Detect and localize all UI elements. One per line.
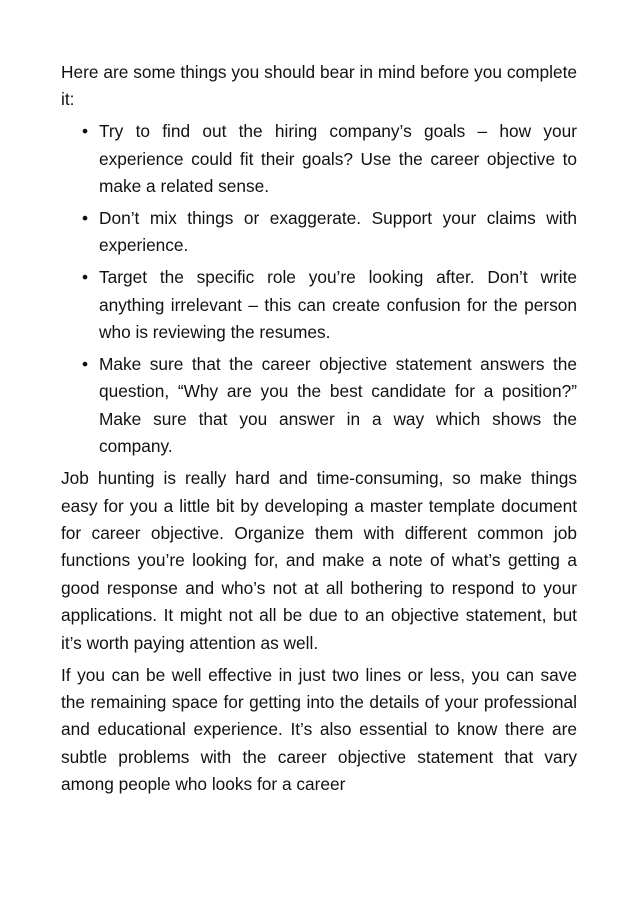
list-item — [61, 264, 577, 346]
list-item-text: Don’t mix things or exaggerate. Support your claims with experience. — [99, 208, 577, 256]
bullet-icon: • — [82, 208, 89, 229]
body-paragraph: Job hunting is really hard and time-consuming, so make things easy for you a little bit by developing a master template document for career objective. Organize them with different common job functions you’re looking for, and make a note of what’s getting a good response and who’s not at all bothering to respond to your applications. It might not all be due to an objective statement, but it’s worth paying attention as well. — [61, 468, 577, 653]
list-item — [61, 205, 577, 260]
intro-paragraph: Here are some things you should bear in mind before you complete it: — [61, 62, 577, 110]
list-item-text: Try to find out the hiring company’s goals – how your experience could fit their goals? Use the career objective to make a related sense. — [99, 121, 577, 197]
list-item-text: Target the specific role you’re looking after. Don’t write anything irrelevant – this can create confusion for the person who is reviewing the resumes. — [99, 267, 577, 343]
list-item — [61, 118, 577, 200]
list-item — [61, 351, 577, 461]
document-page — [61, 59, 577, 799]
bullet-icon: • — [82, 267, 89, 288]
list-item-text: Make sure that the career objective statement answers the question, “Why are you the best candidate for a position?” Make sure that you answer in a way which shows the company. — [99, 354, 577, 457]
bullet-icon: • — [82, 354, 89, 375]
tips-list — [61, 118, 577, 460]
bullet-icon: • — [82, 121, 89, 142]
body-paragraph: If you can be well effective in just two lines or less, you can save the remaining space for getting into the details of your professional and educational experience. It’s also essential to know there are subtle problems with the career objective statement that vary among people who looks for a career — [61, 664, 577, 795]
